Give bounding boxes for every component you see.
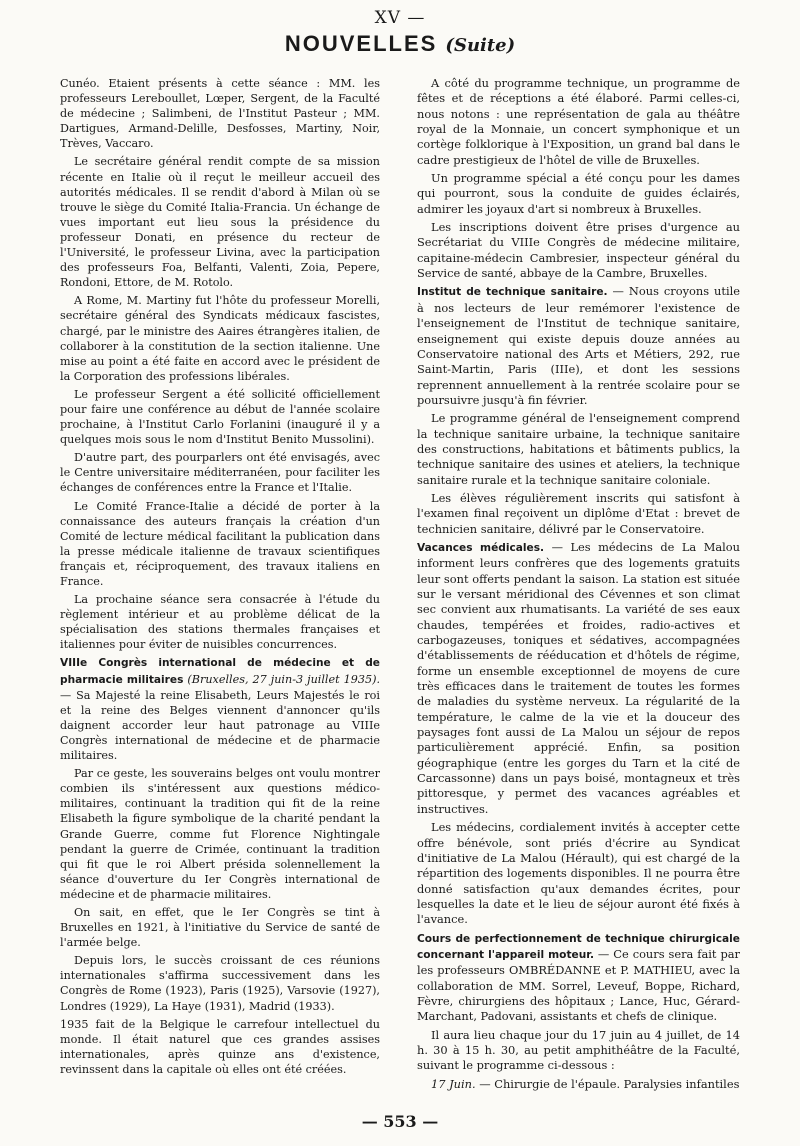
paragraph-text: Les médecins, cordialement invités à accepter cette offre bénévole, sont priés d'écrire au Syndicat d'initiative de La Malou (Hérault), qui est chargé de la répartition des logements disponibles. Il ne pourra être donné satisfaction qu'aux demandes écrites, pour lesquelles la date et le lieu de séjour auront été fixés à l'avance. [417, 820, 740, 927]
paragraph [417, 820, 740, 927]
paragraph-lead-italic: 17 Juin. [431, 1076, 476, 1091]
section-title [0, 30, 800, 60]
paragraph-text: Cunéo. Etaient présents à cette séance : MM. les professeurs Lereboullet, Lœper, Sergent, de la Faculté de médecine ; Salimbeni, de l'Institut Pasteur ; MM. Dartigues, Armand-Delille, Desfosses, Martiny, Noir, Trèves, Vaccaro. [60, 77, 380, 151]
paragraph [60, 499, 380, 590]
paragraph [60, 387, 380, 447]
paragraph-text: Les élèves régulièrement inscrits qui satisfont à l'examen final reçoivent un diplôme d'Etat : brevet de technicien sanitaire, délivré par le Conservatoire. [417, 490, 740, 536]
paragraph-text: D'autre part, des pourparlers ont été envisagés, avec le Centre universitaire méditerranéen, pour faciliter les échanges de conférences entre la France et l'Italie. [60, 451, 380, 495]
paragraph [417, 76, 740, 168]
paragraph-text: Un programme spécial a été conçu pour les dames qui pourront, sous la conduite de guides éclairés, admirer les joyaux d'art si nombreux à Bruxelles. [417, 171, 740, 216]
paragraph [417, 1077, 740, 1092]
paragraph-text: Depuis lors, le succès croissant de ces réunions internationales s'affirma successivement dans les Congrès de Rome (1923), Paris (1925), Varsovie (1927), Londres (1929), La Haye (1931), Madrid (1933). [60, 954, 380, 1013]
paragraph [60, 1017, 380, 1077]
paragraph [417, 171, 740, 217]
paragraph [60, 154, 380, 290]
paragraph-text: Il aura lieu chaque jour du 17 juin au 4 juillet, de 14 h. 30 à 15 h. 30, au petit amphithéâtre de la Faculté, suivant le programme ci-dessous : [417, 1027, 740, 1073]
paragraph-text: — Les médecins de La Malou informent leurs confrères que des logements gratuits leur sont offerts pendant la saison. La station est située sur le versant méridional des Cévennes et son climat sec convient aux rhumatisants. La variété de ses eaux chaudes, tempérées et froides, radio-actives et carbogazeuses, toniques et sédatives, accompagnées d'établissements de rééducation et d'hôtels de régime, forme un ensemble exceptionnel de moyens de cure très efficaces dans le traitement de toutes les formes de maladies du système nerveux. La régularité de la température, le calme de la vie et la douceur des paysages font aussi de La Malou un séjour de repos particulièrement apprécié. Enfin, sa position géographique (entre les gorges du Tarn et la cité de Carcassonne) dans un pays boisé, montagneux et très pittoresque, y permet des vacances agréables et instructives. [417, 539, 740, 816]
paragraph [60, 953, 380, 1013]
paragraph-text: A côté du programme technique, un programme de fêtes et de réceptions a été élaboré. Parmi celles-ci, nous notons : une représentation de gala au théâtre royal de la Monnaie, un concert symphonique et un cortège folklorique à l'Exposition, un grand bal dans le cadre prestigieux de l'hôtel de ville de Bruxelles. [417, 76, 740, 167]
paragraph [417, 411, 740, 488]
section-title-suffix: (Suite) [445, 35, 516, 56]
paragraph-text: — Chirurgie de l'épaule. Paralysies infantiles [475, 1076, 740, 1091]
section-title-text: NOUVELLES [284, 31, 438, 56]
paragraph-lead: VIIIe Congrès international de médecine et de pharmacie militaires [60, 657, 380, 686]
right-column [417, 76, 740, 1095]
paragraph [417, 220, 740, 281]
paragraph [417, 284, 740, 408]
paragraph [60, 76, 380, 151]
paragraph-text: On sait, en effet, que le Ier Congrès se tint à Bruxelles en 1921, à l'initiative du Service de santé de l'armée belge. [60, 905, 380, 950]
paragraph [417, 491, 740, 537]
paragraph-lead: Institut de technique sanitaire. [417, 286, 608, 299]
paragraph [60, 293, 380, 384]
paragraph-text: Le Comité France-Italie a décidé de porter à la connaissance des auteurs français la création d'un Comité de lecture médical facilitant la publication dans la presse médicale italienne de travaux scientifiques français et, réciproquement, des travaux italiens en France. [60, 499, 380, 588]
paragraph-text: Les inscriptions doivent être prises d'urgence au Secrétariat du VIIIe Congrès de médecine militaire, capitaine-médecin Cambresier, inspecteur général du Service de santé, abbaye de la Cambre, Bruxelles. [417, 220, 740, 281]
paragraph [60, 450, 380, 495]
paragraph-lead-italic: (Bruxelles, 27 juin-3 juillet 1935). [187, 672, 381, 686]
paragraph-text: Le professeur Sergent a été sollicité officiellement pour faire une conférence au début de l'année scolaire prochaine, à l'Institut Carlo Forlanini (inauguré il y a quelques mois sous le nom d'Institut Benito Mussolini). [60, 387, 380, 447]
paragraph [417, 540, 740, 817]
paragraph-text: — Nous croyons utile à nos lecteurs de leur remémorer l'existence de l'enseignement de l'Institut de technique sanitaire, enseignement qui existe depuis douze années au Conservatoire national des Arts et Métiers, 292, rue Saint-Martin, Paris (IIIe), et dont les sessions reprennent annuellement à la rentrée scolaire pour se poursuivre jusqu'à fin février. [417, 284, 740, 407]
paragraph-text: — Sa Majesté la reine Elisabeth, Leurs Majestés le roi et la reine des Belges viennent d'annoncer qu'ils daignent accorder leur haut patronage au VIIIe Congrès international de médecine et de pharmacie militaires. [60, 688, 380, 763]
paragraph [60, 766, 380, 902]
paragraph [60, 655, 380, 763]
paragraph-text: La prochaine séance sera consacrée à l'étude du règlement intérieur et au problème délicat de la spécialisation des stations thermales françaises et italiennes pour éviter de nuisibles concurrences. [60, 593, 380, 652]
paragraph-text: Le programme général de l'enseignement comprend la technique sanitaire urbaine, la technique sanitaire des constructions, habitations et bâtiments publics, la technique sanitaire des usines et ateliers, la technique sanitaire rurale et la technique sanitaire coloniale. [417, 411, 740, 487]
section-number: XV — [374, 8, 426, 28]
paragraph-text: A Rome, M. Martiny fut l'hôte du professeur Morelli, secrétaire général des Syndicats médicaux fascistes, chargé, par le ministre des Aaires étrangères italien, de collaborer à la constitution de la section italienne. Une mise au point a été faite en accord avec le président de la Corporation des professions libérales. [60, 294, 380, 383]
paragraph-lead: Vacances médicales. [417, 541, 545, 554]
paragraph [417, 931, 740, 1025]
paragraph-text: Le secrétaire général rendit compte de sa mission récente en Italie où il reçut le meilleur accueil des autorités médicales. Il se rendit d'abord à Milan où se trouve le siège du Comité Italia-Francia. Un échange de vues important eut lieu sous la présidence du professeur Donati, en présence du recteur de l'Université, le professeur Livina, avec la participation des professeurs Foa, Belfanti, Valenti, Zoia, Pepere, Rondoni, Ettore, de M. Rotolo. [60, 155, 380, 290]
paragraph [60, 905, 380, 950]
paragraph [417, 1028, 740, 1074]
paragraph-text: — Ce cours sera fait par les professeurs OMBRÉDANNE et P. MATHIEU, avec la collaboration de MM. Sorrel, Leveuf, Boppe, Richard, Fèvre, chirurgiens des hôpitaux ; Lance, Huc, Gérard-Marchant, Padovani, assistants et chefs de clinique. [417, 946, 740, 1024]
page-header [0, 8, 800, 60]
paragraph [60, 592, 380, 652]
paragraph-lead: Cours de perfectionnement de technique chirurgicale concernant l'appareil moteur. [417, 932, 740, 961]
page-number: — 553 — [361, 1112, 439, 1131]
paragraph-text: 1935 fait de la Belgique le carrefour intellectuel du monde. Il était naturel que ces grandes assises internationales, après quinze ans d'existence, revinssent dans la capitale où elles ont été créées. [60, 1017, 380, 1076]
paragraph-text: Par ce geste, les souverains belges ont voulu montrer combien ils s'intéressent aux questions médico-militaires, continuant la tradition qui fit de la reine Elisabeth la figure symbolique de la charité pendant la Grande Guerre, comme fut Florence Nightingale pendant la guerre de Crimée, continuant la tradition qui fit que le roi Albert présida solennellement la séance d'ouverture du Ier Congrès international de médecine et de pharmacie militaires. [60, 767, 380, 901]
left-column [60, 76, 380, 1080]
